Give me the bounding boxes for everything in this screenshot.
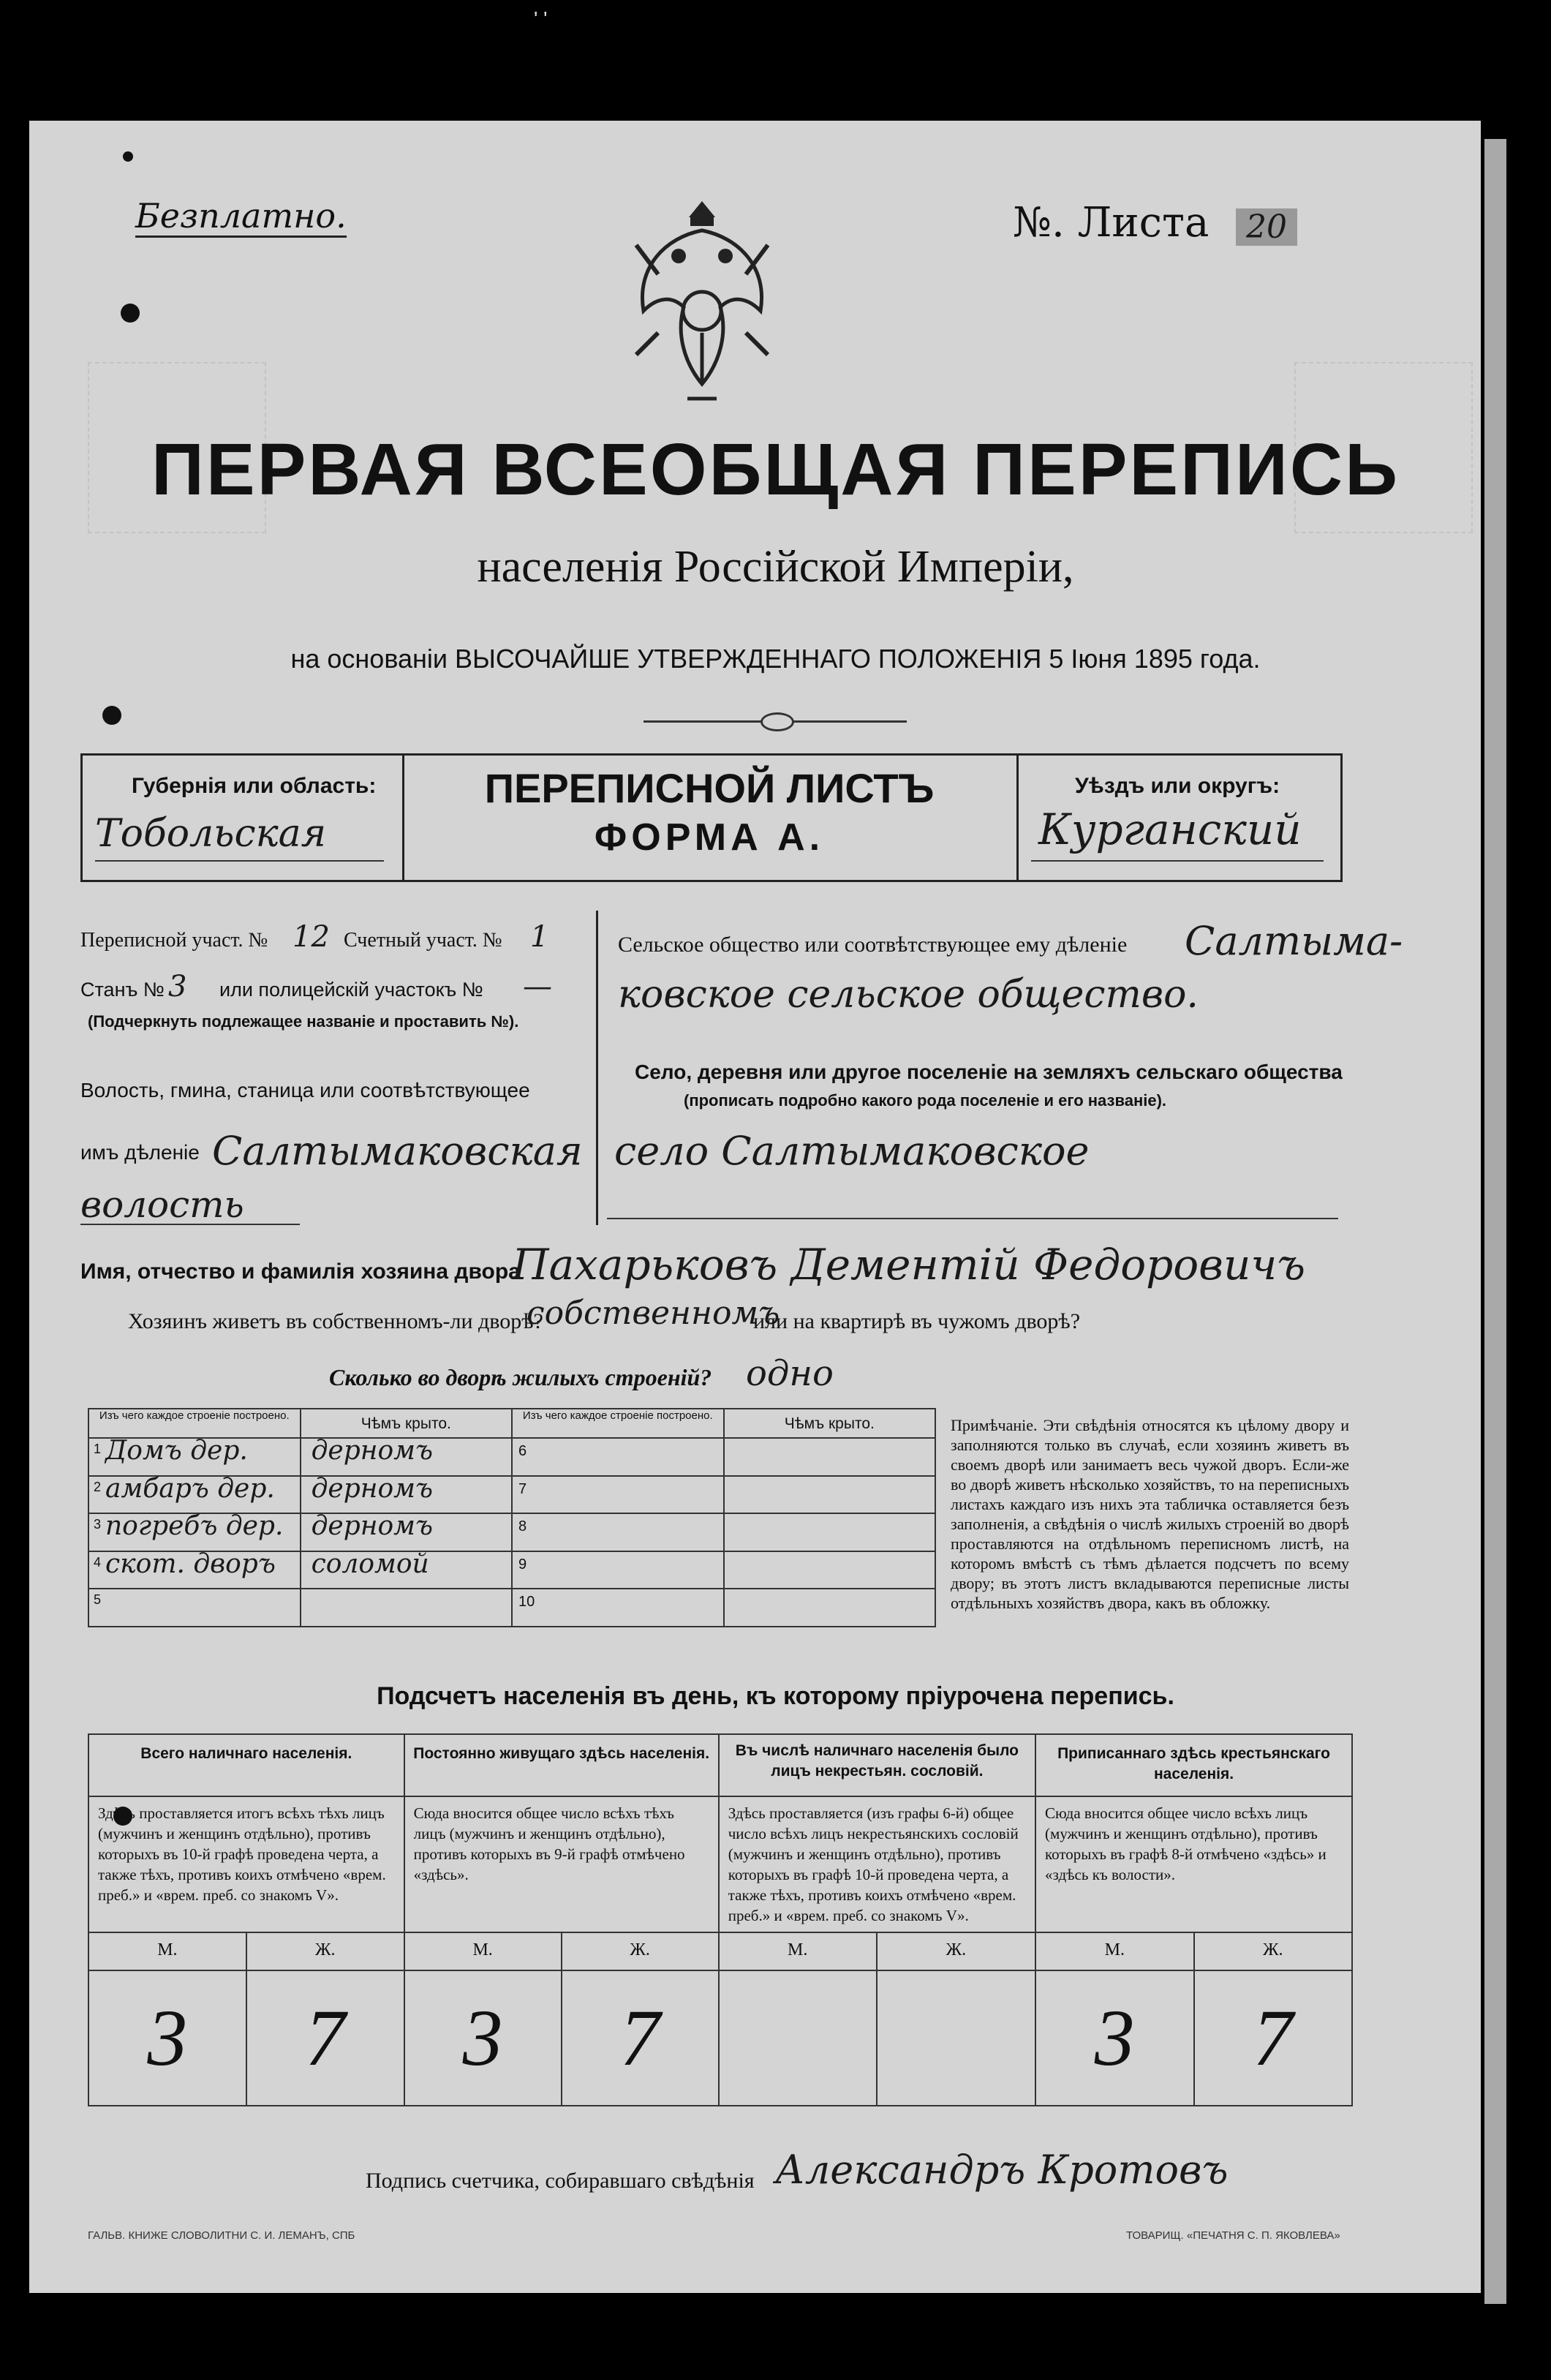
m-label: М. (1036, 1933, 1193, 1970)
table-row (88, 1438, 935, 1476)
col-registered-header: Приписаннаго здѣсь крестьянскаго населенія. (1035, 1734, 1352, 1796)
col-permanent-desc: Сюда вносится общее число всѣхъ тѣхъ лицъ (мужчинъ и женщинъ отдѣльно), противъ которыхъ въ 9-й графѣ отмѣчено «здѣсь». (404, 1796, 719, 1932)
col-registered-desc: Сюда вносится общее число всѣхъ лицъ (мужчинъ и женщинъ отдѣльно), противъ которыхъ въ графѣ 8-й отмѣчено «здѣсь» и «здѣсь къ волости». (1035, 1796, 1352, 1932)
nonpeasant-male-value (720, 1970, 877, 2105)
mf-subtable (1036, 1933, 1351, 2105)
table-row (88, 1476, 935, 1514)
ornament-center (761, 712, 794, 731)
province-underline (95, 860, 384, 862)
col-roof-header: Чѣмъ крыто. (301, 1409, 512, 1438)
count-table (88, 1733, 1353, 2106)
province-label: Губернія или область: (132, 774, 377, 798)
permanent-male-value: 3 (405, 1970, 562, 2105)
page-subtitle: населенія Россійской Имперіи, (477, 542, 1074, 592)
f-label: Ж. (246, 1933, 404, 1970)
owner-or-label: или на квартирѣ въ чужомъ дворѣ? (753, 1309, 1081, 1333)
row-number: 5 (88, 1589, 301, 1627)
province-value: Тобольская (95, 812, 327, 856)
block-divider (596, 911, 598, 1225)
society-value: Салтыма- (1185, 918, 1403, 964)
m-label: М. (405, 1933, 562, 1970)
col-built-header: Изъ чего каждое строеніе построено. (88, 1409, 301, 1438)
free-label: Безплатно. (135, 196, 347, 238)
society-value-2: ковское сельское общество. (618, 973, 1199, 1017)
volost-value-2: волость (80, 1183, 244, 1226)
roof-value: соломой (311, 1548, 429, 1579)
form-box-divider-right (1016, 753, 1019, 882)
table-row (88, 1551, 935, 1589)
volost-label-2: имъ дѣленіе (80, 1141, 200, 1164)
registered-male-value: 3 (1036, 1970, 1193, 2105)
punch-hole (102, 706, 121, 725)
police-label: или полицейскій участокъ № (219, 979, 483, 1001)
police-value: — (523, 970, 552, 1003)
page-title: ПЕРВАЯ ВСЕОБЩАЯ ПЕРЕПИСЬ (151, 429, 1400, 511)
signature-value: Александръ Кротовъ (775, 2147, 1229, 2193)
total-male-value: 3 (89, 1970, 246, 2105)
row-number: 4 (94, 1554, 102, 1570)
built-value: скот. дворъ (105, 1548, 276, 1579)
sheet-number-label: №. Листа (1013, 199, 1210, 246)
table-row (88, 1513, 935, 1551)
village-note: (прописать подробно какого рода поселеніе и его названіе). (684, 1091, 1167, 1110)
buildings-table (88, 1408, 936, 1627)
row-number: 1 (94, 1442, 102, 1456)
row-number: 8 (512, 1513, 724, 1551)
printer-left: ГАЛЬВ. КНИЖЕ СЛОВОЛИТНИ С. И. ЛЕМАНЪ, СПБ (88, 2229, 355, 2242)
m-label: М. (720, 1933, 877, 1970)
district-label: Уѣздъ или округъ: (1075, 774, 1280, 798)
count-section-title: Подсчетъ населенія въ день, къ которому пріурочена перепись. (377, 1682, 1174, 1710)
built-value: погребъ дер. (105, 1511, 284, 1542)
owner-lives-label: Хозяинъ живетъ въ собственномъ-ли дворѣ? (128, 1309, 543, 1333)
frame-marks: ' ' (534, 7, 548, 30)
village-underline (607, 1218, 1338, 1219)
roof-value: дерномъ (311, 1511, 433, 1542)
row-number: 2 (94, 1479, 102, 1494)
col-permanent-header: Постоянно живущаго здѣсь населенія. (404, 1734, 719, 1796)
district-value: Курганский (1038, 805, 1302, 854)
roof-value: дерномъ (311, 1436, 433, 1466)
f-label: Ж. (1194, 1933, 1351, 1970)
note-text: Примѣчаніе. Эти свѣдѣнія относятся къ цѣлому двору и заполняются только въ случаѣ, если хозяинъ живетъ въ своемъ дворѣ или занимаетъ весь чужой дворъ. Если-же во дворѣ живетъ нѣсколько хозяйствъ, то на переписныхъ листахъ каждаго изъ нихъ эта табличка оставляется безъ заполненія, а свѣдѣнія о числѣ жилыхъ строеній во дворѣ проставляются на отдѣльномъ переписномъ листѣ, на которомъ вмѣстѣ съ тѣмъ дѣлается подсчетъ по всему двору; въ этотъ листъ вкладываются переписные листы отдѣльныхъ хозяйствъ двора, какъ въ обложку. (951, 1416, 1349, 1612)
row-number: 3 (94, 1517, 102, 1532)
census-area-value: 12 (293, 920, 330, 954)
mf-subtable (720, 1933, 1035, 2105)
form-subtitle: ФОРМА А. (594, 816, 825, 859)
col-total-desc: Здѣсь проставляется итогъ всѣхъ тѣхъ лицъ (мужчинъ и женщинъ отдѣльно), противъ которыхъ въ 10-й графѣ проведена черта, а также тѣхъ, противъ коихъ отмѣчено «врем. преб.» и «врем. преб. со знакомъ V». (88, 1796, 404, 1932)
volost-underline (80, 1224, 300, 1225)
mf-subtable (89, 1933, 404, 2105)
col-roof-header-2: Чѣмъ крыто. (724, 1409, 935, 1438)
double-headed-eagle-emblem (614, 187, 790, 406)
f-label: Ж. (877, 1933, 1035, 1970)
district-underline (1031, 860, 1324, 862)
row-number: 9 (512, 1551, 724, 1589)
mf-subtable (405, 1933, 718, 2105)
underline-note: (Подчеркнуть подлежащее названіе и проставить №). (88, 1012, 519, 1031)
col-nonpeasant-header: Въ числѣ наличнаго населенія было лицъ некрестьян. сословій. (719, 1734, 1035, 1796)
table-row (88, 1589, 935, 1627)
permanent-female-value: 7 (619, 1993, 660, 2083)
form-title: ПЕРЕПИСНОЙ ЛИСТЪ (484, 765, 935, 811)
punch-hole (121, 304, 140, 323)
built-value: амбаръ дер. (105, 1473, 275, 1504)
buildings-label: Сколько во дворѣ жилыхъ строеній? (329, 1364, 712, 1390)
nonpeasant-female-value (877, 1970, 1035, 2105)
volost-label: Волость, гмина, станица или соотвѣтствующее (80, 1079, 530, 1101)
decree-basis: на основаніи ВЫСОЧАЙШЕ УТВЕРЖДЕННАГО ПОЛОЖЕНІЯ 5 Іюня 1895 года. (290, 644, 1261, 674)
built-value: Домъ дер. (105, 1436, 248, 1466)
row-number: 7 (512, 1476, 724, 1514)
owner-name-value: Пахарьковъ Дементій Федоровичъ (512, 1240, 1306, 1289)
col-nonpeasant-desc: Здѣсь проставляется (изъ графы 6-й) общее число всѣхъ лицъ некрестьянскихъ сословій (мужчинъ и женщинъ отдѣльно), противъ которыхъ въ графѣ 10-й проведена черта, а также тѣхъ, противъ коихъ отмѣчено «врем. преб.» и «врем. преб. со знакомъ V». (719, 1796, 1035, 1932)
form-box-divider-left (402, 753, 404, 882)
village-label: Село, деревня или другое поселеніе на земляхъ сельскаго общества (635, 1061, 1343, 1083)
owner-lives-value: собственномъ (527, 1295, 780, 1332)
roof-value: дерномъ (311, 1473, 433, 1504)
signature-label: Подпись счетчика, собиравшаго свѣдѣнія (366, 2169, 755, 2193)
f-label: Ж. (562, 1933, 718, 1970)
m-label: М. (89, 1933, 246, 1970)
volost-value: Салтымаковская (212, 1128, 583, 1174)
village-value: село Салтымаковское (614, 1128, 1090, 1174)
count-area-value: 1 (530, 920, 549, 954)
buildings-value: одно (746, 1353, 834, 1394)
owner-name-label: Имя, отчество и фамилія хозяина двора (80, 1259, 521, 1284)
camp-value: 3 (168, 970, 187, 1003)
row-number: 6 (512, 1438, 724, 1476)
sheet-number-value: 20 (1236, 208, 1297, 246)
camp-label: Станъ № (80, 979, 165, 1001)
census-area-label: Переписной участ. № (80, 929, 268, 952)
total-female-value: 7 (305, 1993, 346, 2083)
registered-female-value: 7 (1253, 1993, 1294, 2083)
count-area-label: Счетный участ. № (344, 929, 502, 952)
punch-hole (123, 151, 133, 162)
col-total-header: Всего наличнаго населенія. (88, 1734, 404, 1796)
printer-right: ТОВАРИЩ. «ПЕЧАТНЯ С. П. ЯКОВЛЕВА» (1126, 2229, 1340, 2242)
col-built-header-2: Изъ чего каждое строеніе построено. (512, 1409, 724, 1438)
row-number: 10 (512, 1589, 724, 1627)
society-label: Сельское общество или соотвѣтствующее ему дѣленіе (618, 933, 1128, 957)
